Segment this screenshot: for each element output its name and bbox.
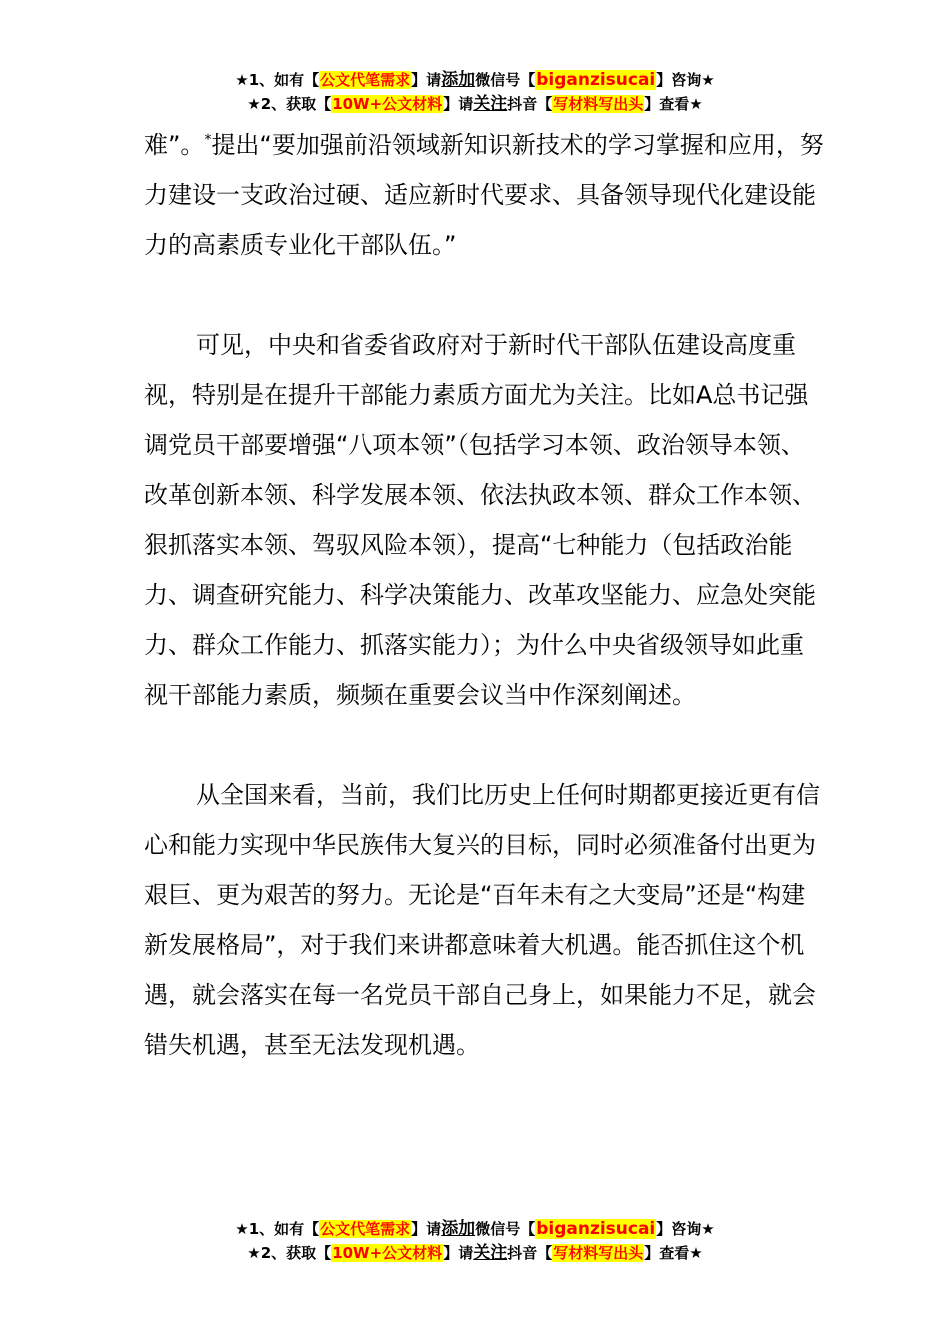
banner-line-1 <box>0 68 950 92</box>
banner-text: 】请 <box>411 1220 442 1238</box>
banner-text: ★2、获取【 <box>247 95 332 113</box>
banner-text: 】请 <box>443 95 474 113</box>
banner-text: 抖音【 <box>507 1244 553 1262</box>
banner-line-1 <box>0 1217 950 1241</box>
paragraph-1: 难”。*提出“要加强前沿领域新知识新技术的学习掌握和应用，努力建设一支政治过硬、适应新时代要求、具备领导现代化建设能力的高素质专业化干部队伍。” <box>144 131 824 259</box>
paragraph-2: 可见，中央和省委省政府对于新时代干部队伍建设高度重视，特别是在提升干部能力素质方面尤为关注。比如A总书记强调党员干部要增强“八项本领”（包括学习本领、政治领导本领、改革创新本领、科学发展本领、依法执政本领、群众工作本领、狠抓落实本领、驾驭风险本领），提高“七种能力（包括政治能力、调查研究能力、科学决策能力、改革攻坚能力、应急处突能力、群众工作能力、抓落实能力）；为什么中央省级领导如此重视干部能力素质，频频在重要会议当中作深刻阐述。 <box>144 331 816 709</box>
banner-highlight: 公文代笔需求 <box>320 71 411 89</box>
banner-text: 】请 <box>443 1244 474 1262</box>
banner-line-2 <box>0 1241 950 1265</box>
banner-underlined: 添加 <box>441 1219 476 1239</box>
banner-highlight: biganzisucai <box>536 70 656 90</box>
banner-highlight: 10W+公文材料 <box>332 1244 443 1262</box>
banner-text: 】咨询★ <box>656 1220 715 1238</box>
banner-highlight: 公文代笔需求 <box>320 1220 411 1238</box>
header-banner <box>0 68 950 116</box>
banner-text: ★2、获取【 <box>247 1244 332 1262</box>
banner-highlight: 写材料写出头 <box>553 1244 644 1262</box>
banner-text: 】查看★ <box>644 95 703 113</box>
paragraph-3: 从全国来看，当前，我们比历史上任何时期都更接近更有信心和能力实现中华民族伟大复兴的目标，同时必须准备付出更为艰巨、更为艰苦的努力。无论是“百年未有之大变局”还是“构建新发展格局”，对于我们来讲都意味着大机遇。能否抓住这个机遇，就会落实在每一名党员干部自己身上，如果能力不足，就会错失机遇，甚至无法发现机遇。 <box>144 781 820 1059</box>
banner-text: 】查看★ <box>644 1244 703 1262</box>
banner-text: 微信号【 <box>475 71 536 89</box>
banner-text: ★1、如有【 <box>235 71 320 89</box>
banner-text: 】请 <box>411 71 442 89</box>
document-body <box>144 120 824 1070</box>
footnote-mark: * <box>204 132 212 148</box>
banner-underlined: 添加 <box>441 70 476 90</box>
banner-underlined: 关注 <box>473 94 508 114</box>
banner-line-2 <box>0 92 950 116</box>
banner-underlined: 关注 <box>473 1243 508 1263</box>
banner-text: 微信号【 <box>475 1220 536 1238</box>
banner-text: 】咨询★ <box>656 71 715 89</box>
banner-text: ★1、如有【 <box>235 1220 320 1238</box>
banner-text: 抖音【 <box>507 95 553 113</box>
banner-highlight: 写材料写出头 <box>553 95 644 113</box>
banner-highlight: biganzisucai <box>536 1219 656 1239</box>
banner-highlight: 10W+公文材料 <box>332 95 443 113</box>
footer-banner <box>0 1217 950 1265</box>
